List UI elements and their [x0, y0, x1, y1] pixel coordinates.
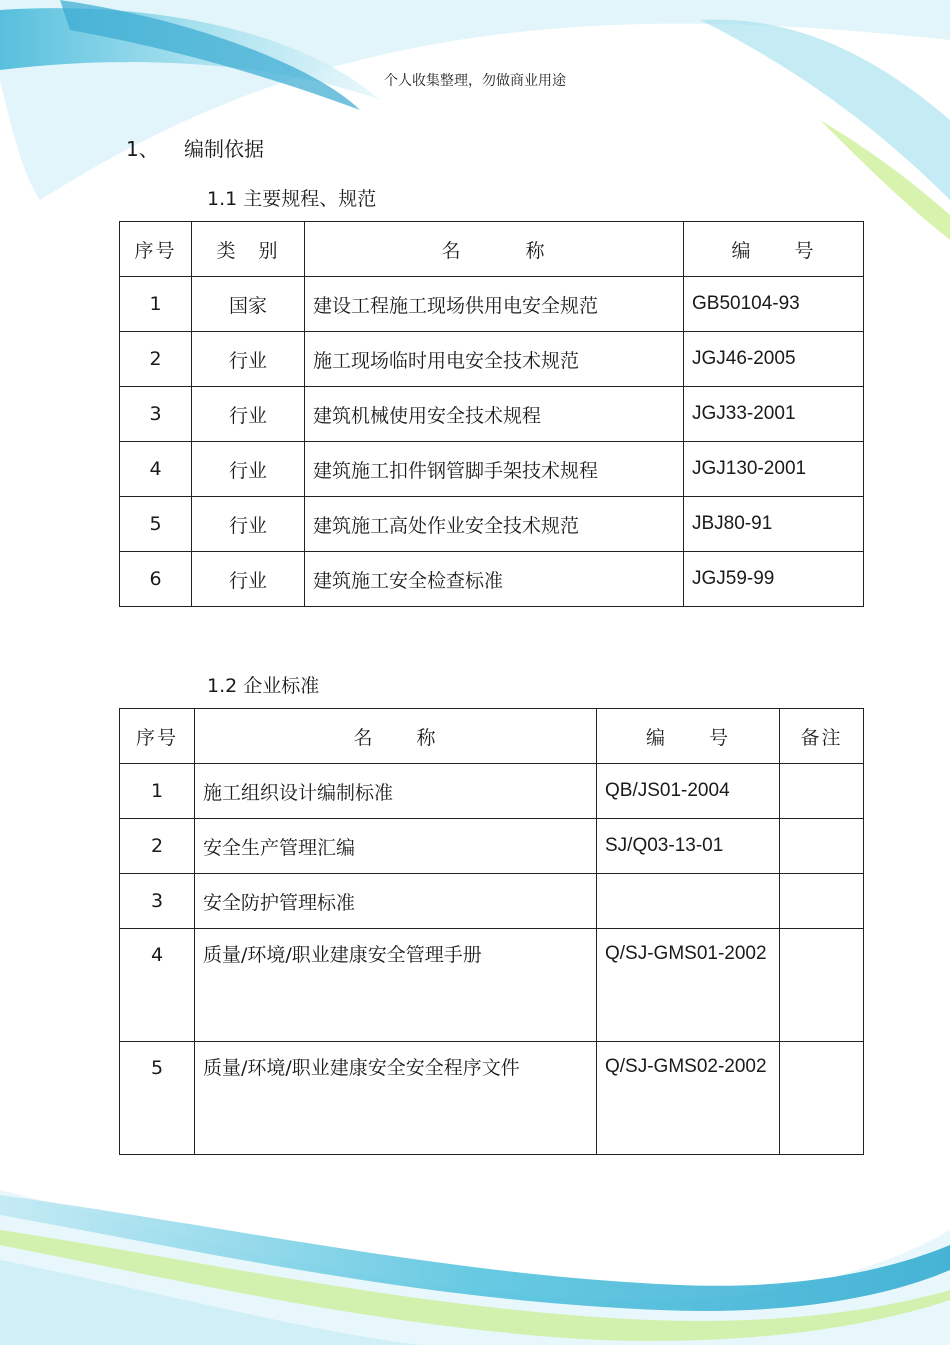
row-number: 4	[120, 929, 195, 1042]
table-header-row	[120, 709, 864, 764]
table-row	[120, 497, 864, 552]
name-cell: 施工组织设计编制标准	[195, 764, 597, 819]
code-cell: SJ/Q03-13-01	[597, 819, 780, 874]
header-cell: 序号	[120, 709, 195, 764]
category-cell: 行业	[192, 552, 305, 607]
header-cell: 编 号	[597, 709, 780, 764]
code-cell: Q/SJ-GMS01-2002	[597, 929, 780, 1042]
remark-cell	[780, 764, 864, 819]
row-number: 2	[120, 819, 195, 874]
row-number: 5	[120, 1042, 195, 1155]
code-cell: JGJ33-2001	[684, 387, 864, 442]
header-cell: 名 称	[305, 222, 684, 277]
header-cell: 备注	[780, 709, 864, 764]
row-number: 2	[120, 332, 192, 387]
table-row	[120, 442, 864, 497]
code-cell: GB50104-93	[684, 277, 864, 332]
name-cell: 建筑施工扣件钢管脚手架技术规程	[305, 442, 684, 497]
remark-cell	[780, 819, 864, 874]
watermark-text: 个人收集整理，勿做商业用途	[384, 73, 566, 89]
code-cell	[597, 874, 780, 929]
table-row	[120, 874, 864, 929]
regulations-table	[119, 221, 864, 607]
name-cell: 质量/环境/职业建康安全安全程序文件	[195, 1042, 597, 1155]
name-cell: 安全生产管理汇编	[195, 819, 597, 874]
code-cell: JGJ59-99	[684, 552, 864, 607]
section-number: 1、	[126, 137, 159, 161]
row-number: 1	[120, 764, 195, 819]
category-cell: 行业	[192, 387, 305, 442]
header-cell: 名 称	[195, 709, 597, 764]
table-row	[120, 819, 864, 874]
table-row	[120, 387, 864, 442]
remark-cell	[780, 929, 864, 1042]
category-cell: 行业	[192, 497, 305, 552]
remark-cell	[780, 874, 864, 929]
table-row	[120, 277, 864, 332]
row-number: 6	[120, 552, 192, 607]
row-number: 5	[120, 497, 192, 552]
code-cell: JGJ130-2001	[684, 442, 864, 497]
table-row	[120, 929, 864, 1042]
table-row	[120, 764, 864, 819]
name-cell: 安全防护管理标准	[195, 874, 597, 929]
row-number: 3	[120, 874, 195, 929]
name-cell: 施工现场临时用电安全技术规范	[305, 332, 684, 387]
section-title: 编制依据	[184, 137, 264, 161]
enterprise-standards-table	[119, 708, 864, 1155]
subsection-title-1: 1.1 主要规程、规范	[207, 188, 377, 210]
name-cell: 建设工程施工现场供用电安全规范	[305, 277, 684, 332]
row-number: 3	[120, 387, 192, 442]
code-cell: Q/SJ-GMS02-2002	[597, 1042, 780, 1155]
code-cell: QB/JS01-2004	[597, 764, 780, 819]
name-cell: 质量/环境/职业建康安全管理手册	[195, 929, 597, 1042]
table-row	[120, 1042, 864, 1155]
name-cell: 建筑施工高处作业安全技术规范	[305, 497, 684, 552]
subsection-title-2: 1.2 企业标准	[207, 675, 320, 697]
table-row	[120, 552, 864, 607]
name-cell: 建筑机械使用安全技术规程	[305, 387, 684, 442]
category-cell: 国家	[192, 277, 305, 332]
remark-cell	[780, 1042, 864, 1155]
header-cell: 序号	[120, 222, 192, 277]
section-heading	[126, 133, 264, 162]
header-cell: 类 别	[192, 222, 305, 277]
table-header-row	[120, 222, 864, 277]
row-number: 4	[120, 442, 192, 497]
table-row	[120, 332, 864, 387]
code-cell: JGJ46-2005	[684, 332, 864, 387]
category-cell: 行业	[192, 332, 305, 387]
name-cell: 建筑施工安全检查标准	[305, 552, 684, 607]
code-cell: JBJ80-91	[684, 497, 864, 552]
row-number: 1	[120, 277, 192, 332]
header-cell: 编 号	[684, 222, 864, 277]
category-cell: 行业	[192, 442, 305, 497]
